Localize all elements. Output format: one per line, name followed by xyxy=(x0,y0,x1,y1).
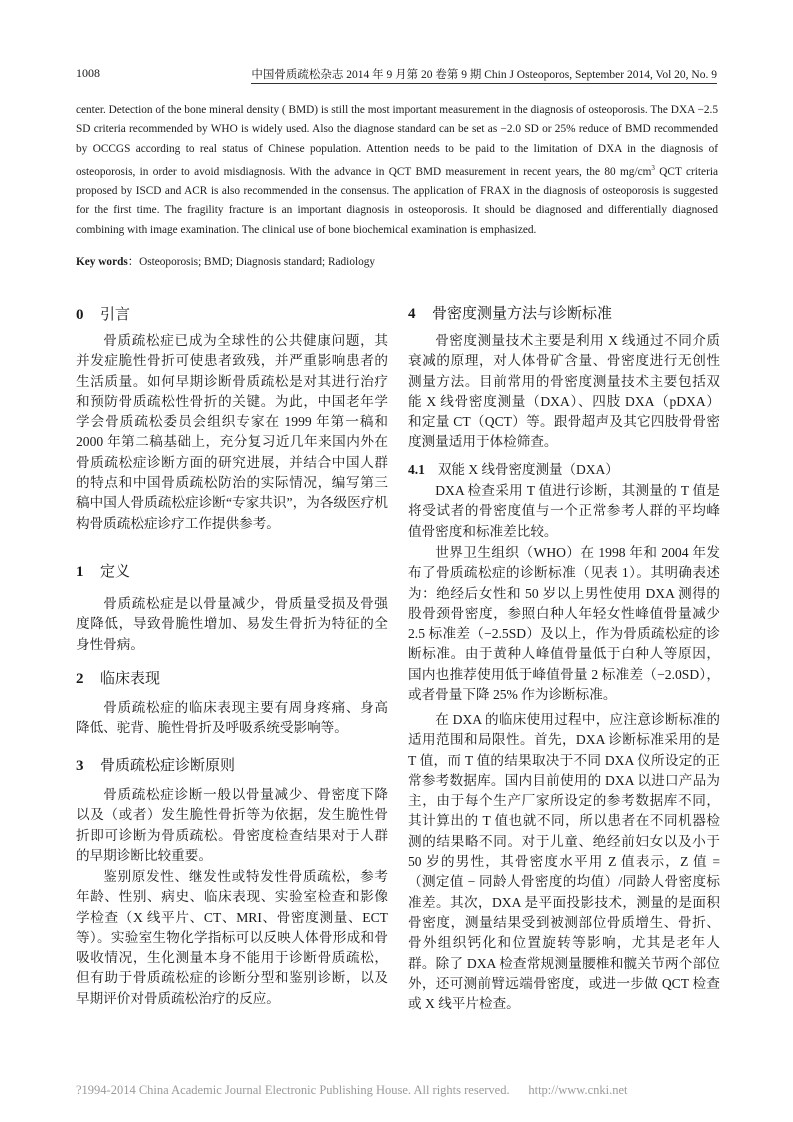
paragraph: 骨质疏松症是以骨量减少，骨质量受损及骨强度降低，导致骨脆性增加、易发生骨折为特征的全身性骨病。 xyxy=(76,596,388,652)
running-head: 中国骨质疏松杂志 2014 年 9 月第 20 卷第 9 期 Chin J Osteoporos, September 2014, Vol 20, No. 9 xyxy=(251,66,717,84)
subsection-4-1-heading xyxy=(408,460,720,480)
section-3-heading xyxy=(76,755,388,777)
copyright: ?1994-2014 China Academic Journal Electronic Publishing House. All rights reserved. xyxy=(76,1083,510,1097)
abstract-text-cont: QCT criteria proposed by ISCD and ACR is also recommended in the consensus. The application of FRAX in the diagnosis of osteoporosis is suggested for the first time. The fragility fracture is an important diagnosis in osteoporosis. It should be diagnosed and differentially diagnosed combining with image examination. The clinical use of bone biochemical examination is emphasized. xyxy=(76,165,718,236)
section-title: 双能 X 线骨密度测量（DXA） xyxy=(438,462,619,477)
footer xyxy=(76,1083,628,1098)
section-number: 4 xyxy=(408,306,416,322)
section-number: 1 xyxy=(76,564,84,580)
abstract-text: center. Detection of the bone mineral density ( BMD) is still the most important measurement in the diagnosis of osteoporosis. The DXA −2.5 SD criteria recommended by WHO is widely used. Also the diagnose standard can be set as −2.0 SD or 25% reduce of BMD recommended by OCCGS according to real status of Chinese population. Attention needs to be paid to the limitation of DXA in the diagnosis of osteoporosis, in order to avoid misdiagnosis. With the advance in QCT BMD measurement in recent years, the 80 mg/cm xyxy=(76,104,718,178)
section-title: 骨密度测量方法与诊断标准 xyxy=(432,306,613,322)
section-number: 0 xyxy=(76,307,84,323)
section-number: 4.1 xyxy=(408,462,425,477)
paragraph: 世界卫生组织（WHO）在 1998 年和 2004 年发布了骨质疏松症的诊断标准（见表 1）。其明确表述为：绝经后女性和 50 岁以上男性使用 DXA 测得的股骨颈骨密度，参照白种人年轻女性峰值骨量减少 2.5 标准差（−2.5SD）及以上，作为骨质疏松症的诊断标准。由于黄种人峰值骨量低于白种人等原因，国内也推荐使用低于峰值骨量 2 标准差（−2.0SD），或者骨量下降 25% 作为诊断标准。 xyxy=(408,545,720,703)
paragraph: 骨密度测量技术主要是利用 X 线通过不同介质衰减的原理，对人体骨矿含量、骨密度进行无创性测量方法。目前常用的骨密度测量技术主要包括双能 X 线骨密度测量（DXA）、四肢 DXA（pDXA）和定量 CT（QCT）等。跟骨超声及其它四肢骨骨密度测量适用于体检筛查。 xyxy=(408,333,720,450)
paragraph: 骨质疏松症诊断一般以骨量减少、骨密度下降以及（或者）发生脆性骨折等为依据，发生脆性骨折即可诊断为骨质疏松。骨密度检查结果对于人群的早期诊断比较重要。 xyxy=(76,787,388,863)
keywords xyxy=(76,253,375,269)
paragraph: 在 DXA 的临床使用过程中，应注意诊断标准的适用范围和局限性。首先，DXA 诊断标准采用的是 T 值，而 T 值的结果取决于不同 DXA 仪所设定的正常参考数据库。国内目前使用的 DXA 以进口产品为主，由于每个生产厂家所设定的参考数据库不同，其计算出的 T 值也就不同，所以患者在不同机器检测的结果略不同。对于儿童、绝经前妇女以及小于 50 岁的男性，其骨密度水平用 Z 值表示，Z 值 =（测定值 − 同龄人骨密度的均值）/同龄人骨密度标准差。其次，DXA 是平面投影技术，测量的是面积骨密度，测量结果受到被测部位骨质增生、骨折、骨外组织钙化和位置旋转等影响，尤其是老年人群。除了 DXA 检查常规测量腰椎和髋关节两个部位外，还可测前臂远端骨密度，或进一步做 QCT 检查或 X 线平片检查。 xyxy=(408,712,720,1012)
footer-url[interactable]: http://www.cnki.net xyxy=(528,1083,628,1097)
paragraph: 骨质疏松症已成为全球性的公共健康问题，其并发症脆性骨折可使患者致残，并严重影响患者的生活质量。如何早期诊断骨质疏松是对其进行治疗和预防骨质疏松性骨折的关键。为此，中国老年学学会骨质疏松委员会组织专家在 1999 年第一稿和 2000 年第二稿基础上，充分复习近几年来国内外在骨质疏松症诊断方面的研究进展，并结合中国人群的特点和中国骨质疏松防治的实际情况，编写第三稿中国人骨质疏松症诊断“专家共识”，为各级医疗机构骨质疏松症诊疗工作提供参考。 xyxy=(76,333,388,531)
superscript: 3 xyxy=(651,163,655,172)
keywords-list: ：Osteoporosis; BMD; Diagnosis standard; Radiology xyxy=(127,256,376,268)
section-number: 2 xyxy=(76,671,84,687)
section-number: 3 xyxy=(76,758,84,774)
keywords-label: Key words xyxy=(76,256,128,268)
section-title: 引言 xyxy=(100,307,131,323)
section-4-heading xyxy=(408,303,720,325)
abstract xyxy=(76,101,718,240)
section-title: 骨质疏松症诊断原则 xyxy=(100,758,236,774)
section-title: 临床表现 xyxy=(100,671,161,687)
paragraph: 鉴别原发性、继发性或特发性骨质疏松，参考年龄、性别、病史、临床表现、实验室检查和影像学检查（X 线平片、CT、MRI、骨密度测量、ECT 等）。实验室生物化学指标可以反映人体骨形成和骨吸收情况，生化测量本身不能用于诊断骨质疏松，但有助于骨质疏松症的诊断分型和鉴别诊断，以及早期评价对骨质疏松治疗的反应。 xyxy=(76,869,388,1006)
section-1-heading xyxy=(76,561,388,583)
paragraph: 骨质疏松症的临床表现主要有周身疼痛、身高降低、驼背、脆性骨折及呼吸系统受影响等。 xyxy=(76,700,388,736)
section-0-heading xyxy=(76,304,388,326)
paragraph: DXA 检查采用 T 值进行诊断，其测量的 T 值是将受试者的骨密度值与一个正常参考人群的平均峰值骨密度和标准差比较。 xyxy=(408,483,720,539)
section-2-heading xyxy=(76,668,388,690)
section-title: 定义 xyxy=(100,564,131,580)
page-number: 1008 xyxy=(76,66,100,80)
